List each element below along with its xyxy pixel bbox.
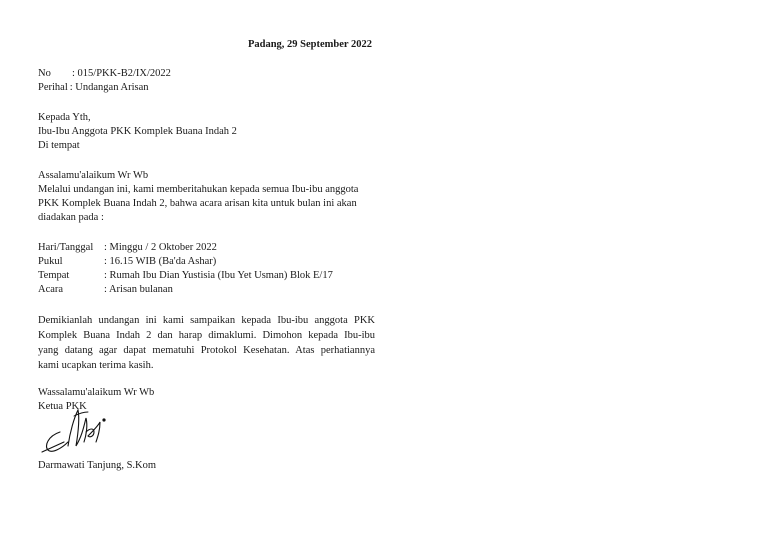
subject-value: : Undangan Arisan <box>69 82 149 93</box>
closing-line-3: yang datang agar dapat mematuhi Protokol Kesehatan. Atas perhatiannya <box>38 345 375 356</box>
detail-row-time <box>38 255 375 269</box>
detail-label: Tempat <box>38 270 70 281</box>
closing-paragraph <box>38 313 375 373</box>
recipient-block <box>38 111 375 153</box>
intro-line-2: PKK Komplek Buana Indah 2, bahwa acara arisan kita untuk bulan ini akan <box>38 198 357 209</box>
detail-label: Pukul <box>38 256 63 267</box>
greeting: Assalamu'alaikum Wr Wb <box>38 170 149 181</box>
signer-name: Darmawati Tanjung, S.Kom <box>38 460 157 471</box>
detail-value: : Minggu / 2 Oktober 2022 <box>104 242 217 253</box>
signer-block <box>38 459 375 473</box>
subject-row <box>38 81 375 95</box>
signature-image <box>38 402 138 462</box>
detail-row-place <box>38 269 375 283</box>
detail-label: Acara <box>38 284 64 295</box>
event-details <box>38 241 375 297</box>
farewell: Wassalamu'alaikum Wr Wb <box>38 387 155 398</box>
recipient-line-2: Ibu-Ibu Anggota PKK Komplek Buana Indah 2 <box>38 126 237 137</box>
recipient-line-1: Kepada Yth, <box>38 112 91 123</box>
signature-icon <box>38 402 138 462</box>
letter-number-row <box>38 67 375 81</box>
letter-date: Padang, 29 September 2022 <box>247 39 373 50</box>
intro-block <box>38 169 375 225</box>
letter-number-label: No <box>38 68 51 79</box>
detail-row-event <box>38 283 375 297</box>
detail-value: : Rumah Ibu Dian Yustisia (Ibu Yet Usman) Blok E/17 <box>104 270 333 281</box>
detail-value: : 16.15 WIB (Ba'da Ashar) <box>104 256 217 267</box>
letter-number-value: : 015/PKK-B2/IX/2022 <box>72 68 171 79</box>
subject-label: Perihal <box>38 82 68 93</box>
closing-line-4: kami ucapkan terima kasih. <box>38 360 154 371</box>
reference-block <box>38 67 375 95</box>
recipient-line-3: Di tempat <box>38 140 80 151</box>
detail-value: : Arisan bulanan <box>104 284 173 295</box>
detail-label: Hari/Tanggal <box>38 242 94 253</box>
closing-line-1: Demikianlah undangan ini kami sampaikan kepada Ibu-ibu anggota PKK <box>38 315 375 326</box>
closing-line-2: Komplek Buana Indah 2 dan harap dimaklumi. Dimohon kepada Ibu-ibu <box>38 330 375 341</box>
intro-line-1: Melalui undangan ini, kami memberitahukan kepada semua Ibu-ibu anggota <box>38 184 359 195</box>
signer-role: Ketua PKK <box>38 401 87 412</box>
intro-line-3: diadakan pada : <box>38 212 104 223</box>
detail-row-date <box>38 241 375 255</box>
